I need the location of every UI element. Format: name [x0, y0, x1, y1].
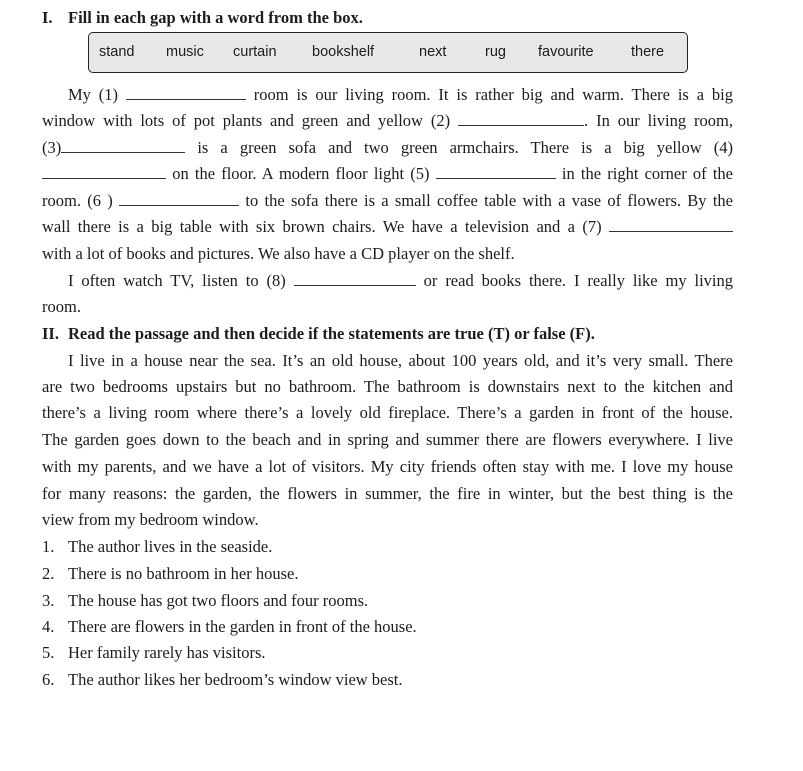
- exercise-line: room.: [42, 297, 81, 316]
- gap-5: [436, 165, 556, 179]
- section-2-number: II.: [42, 324, 59, 343]
- word-box-item: bookshelf: [312, 44, 375, 60]
- exercise-line: I often watch TV, listen to (8) or read books there. I really like my living: [68, 271, 734, 290]
- gap-1: [126, 86, 246, 100]
- exercise-line: My (1) room is our living room. It is rather big and warm. There is a big: [68, 85, 733, 104]
- word-box-item: rug: [485, 44, 506, 60]
- gap-6: [119, 192, 239, 206]
- exercise-line: window with lots of pot plants and green and yellow (2) . In our living room,: [42, 111, 734, 130]
- statement-item: 1. The author lives in the seaside.: [42, 537, 273, 556]
- word-box-item: curtain: [233, 44, 277, 60]
- passage-line: with my parents, and we have a lot of visitors. My city friends often stay with me. I love my house: [42, 457, 733, 476]
- passage-line: for many reasons: the garden, the flowers in summer, the fire in winter, but the best thing is the: [42, 484, 733, 503]
- statement-item: 5. Her family rarely has visitors.: [42, 643, 266, 662]
- word-box-item: favourite: [538, 44, 594, 60]
- gap-7: [609, 218, 733, 232]
- statement-item: 4. There are flowers in the garden in front of the house.: [42, 617, 417, 636]
- exercise-line: with a lot of books and pictures. We also have a CD player on the shelf.: [42, 244, 515, 263]
- statement-item: 2. There is no bathroom in her house.: [42, 564, 299, 583]
- passage-line: view from my bedroom window.: [42, 510, 259, 529]
- section-1-title: Fill in each gap with a word from the box.: [68, 8, 363, 27]
- gap-4: [42, 165, 166, 179]
- passage-line: are two bedrooms upstairs but no bathroom. The bathroom is downstairs next to the kitchen and: [42, 377, 733, 396]
- word-box: [88, 32, 688, 73]
- passage-line: The garden goes down to the beach and in spring and summer there are flowers everywhere. I live: [42, 430, 733, 449]
- section-1-number: I.: [42, 8, 53, 27]
- passage-line: I live in a house near the sea. It’s an old house, about 100 years old, and it’s very small. There: [68, 351, 733, 370]
- exercise-line: on the floor. A modern floor light (5) in the right corner of the: [42, 164, 733, 184]
- exercise-line: wall there is a big table with six brown chairs. We have a television and a (7): [42, 217, 733, 237]
- word-box-item: there: [631, 44, 665, 60]
- section-1-heading: [42, 8, 363, 28]
- gap-3: [61, 139, 185, 153]
- statement-item: 3. The house has got two floors and four rooms.: [42, 591, 369, 610]
- gap-2: [458, 112, 584, 126]
- gap-8: [294, 272, 416, 286]
- exercise-line: room. (6 ) to the sofa there is a small coffee table with a vase of flowers. By the: [42, 191, 733, 210]
- passage-line: there’s a living room where there’s a lovely old fireplace. There’s a garden in front of the house.: [42, 403, 733, 422]
- section-2-title: Read the passage and then decide if the statements are true (T) or false (F).: [68, 324, 595, 343]
- statement-item: 6. The author likes her bedroom’s window view best.: [42, 670, 403, 689]
- section-2-heading: [42, 324, 595, 344]
- word-box-item: music: [166, 44, 204, 60]
- word-box-item: next: [419, 44, 447, 60]
- word-box-item: stand: [99, 44, 135, 60]
- exercise-line: (3) is a green sofa and two green armchairs. There is a big yellow (4): [42, 138, 733, 157]
